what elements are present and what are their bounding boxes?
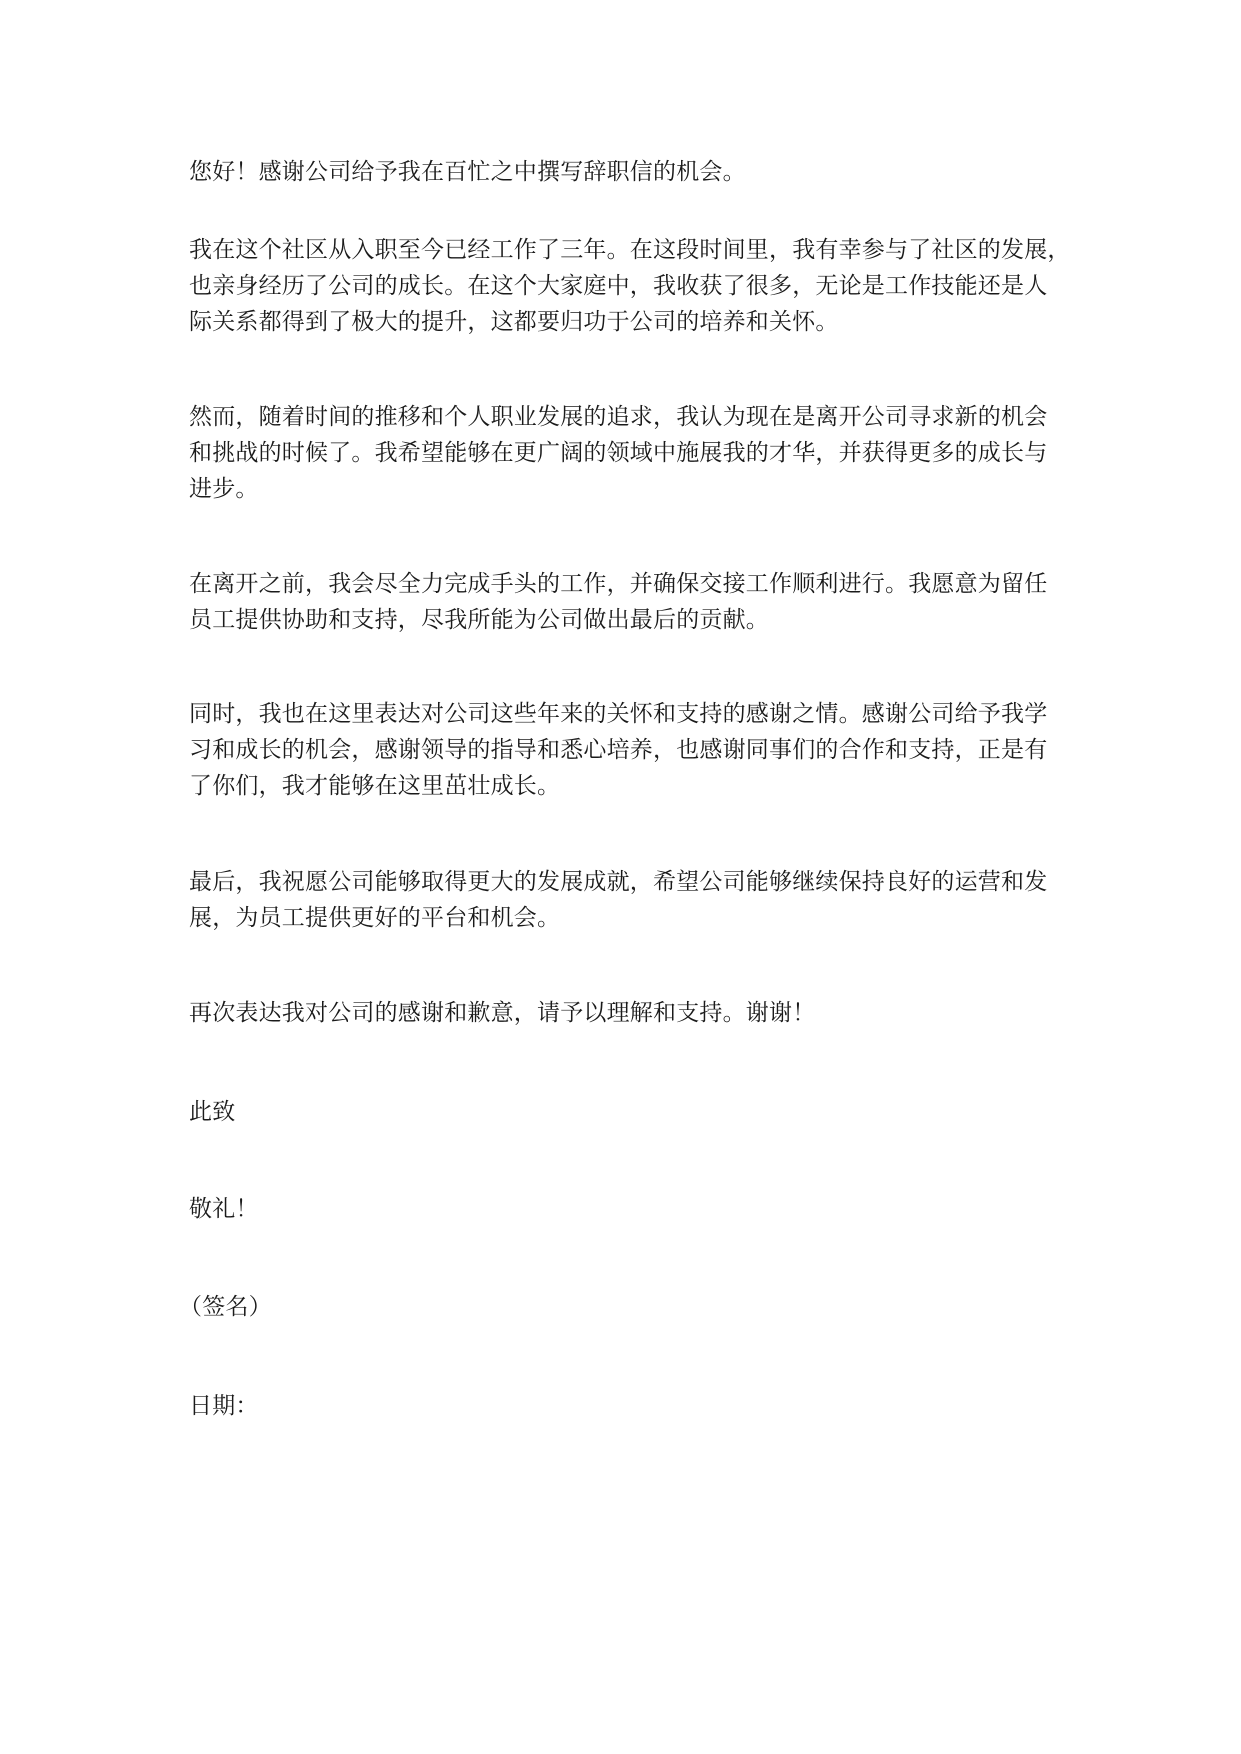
paragraph-4-line-1: 同时，我也在这里表达对公司这些年来的关怀和支持的感谢之情。感谢公司给予我学	[189, 701, 1048, 727]
closing-jing-li: 敬礼！	[189, 1196, 259, 1222]
closing-ci-zhi: 此致	[189, 1099, 236, 1125]
paragraph-4-line-3: 了你们，我才能够在这里茁壮成长。	[189, 773, 561, 799]
greeting: 您好！感谢公司给予我在百忙之中撰写辞职信的机会。	[189, 159, 746, 185]
paragraph-1-line-1: 我在这个社区从入职至今已经工作了三年。在这段时间里，我有幸参与了社区的发展，	[189, 237, 1071, 263]
paragraph-2-line-1: 然而，随着时间的推移和个人职业发展的追求，我认为现在是离开公司寻求新的机会	[189, 404, 1048, 430]
paragraph-5-line-1: 最后，我祝愿公司能够取得更大的发展成就，希望公司能够继续保持良好的运营和发	[189, 869, 1048, 895]
date-label: 日期：	[189, 1393, 259, 1419]
paragraph-3-line-1: 在离开之前，我会尽全力完成手头的工作，并确保交接工作顺利进行。我愿意为留任	[189, 571, 1048, 597]
paragraph-5-line-2: 展，为员工提供更好的平台和机会。	[189, 905, 561, 931]
paragraph-6: 再次表达我对公司的感谢和歉意，请予以理解和支持。谢谢！	[189, 1000, 816, 1026]
paragraph-2-line-2: 和挑战的时候了。我希望能够在更广阔的领域中施展我的才华，并获得更多的成长与	[189, 440, 1048, 466]
paragraph-1-line-2: 也亲身经历了公司的成长。在这个大家庭中，我收获了很多，无论是工作技能还是人	[189, 273, 1048, 299]
paragraph-1-line-3: 际关系都得到了极大的提升，这都要归功于公司的培养和关怀。	[189, 309, 839, 335]
paragraph-2-line-3: 进步。	[189, 476, 259, 502]
paragraph-3-line-2: 员工提供协助和支持，尽我所能为公司做出最后的贡献。	[189, 607, 769, 633]
paragraph-4-line-2: 习和成长的机会，感谢领导的指导和悉心培养，也感谢同事们的合作和支持，正是有	[189, 737, 1048, 763]
signature-placeholder: （签名）	[179, 1294, 272, 1320]
